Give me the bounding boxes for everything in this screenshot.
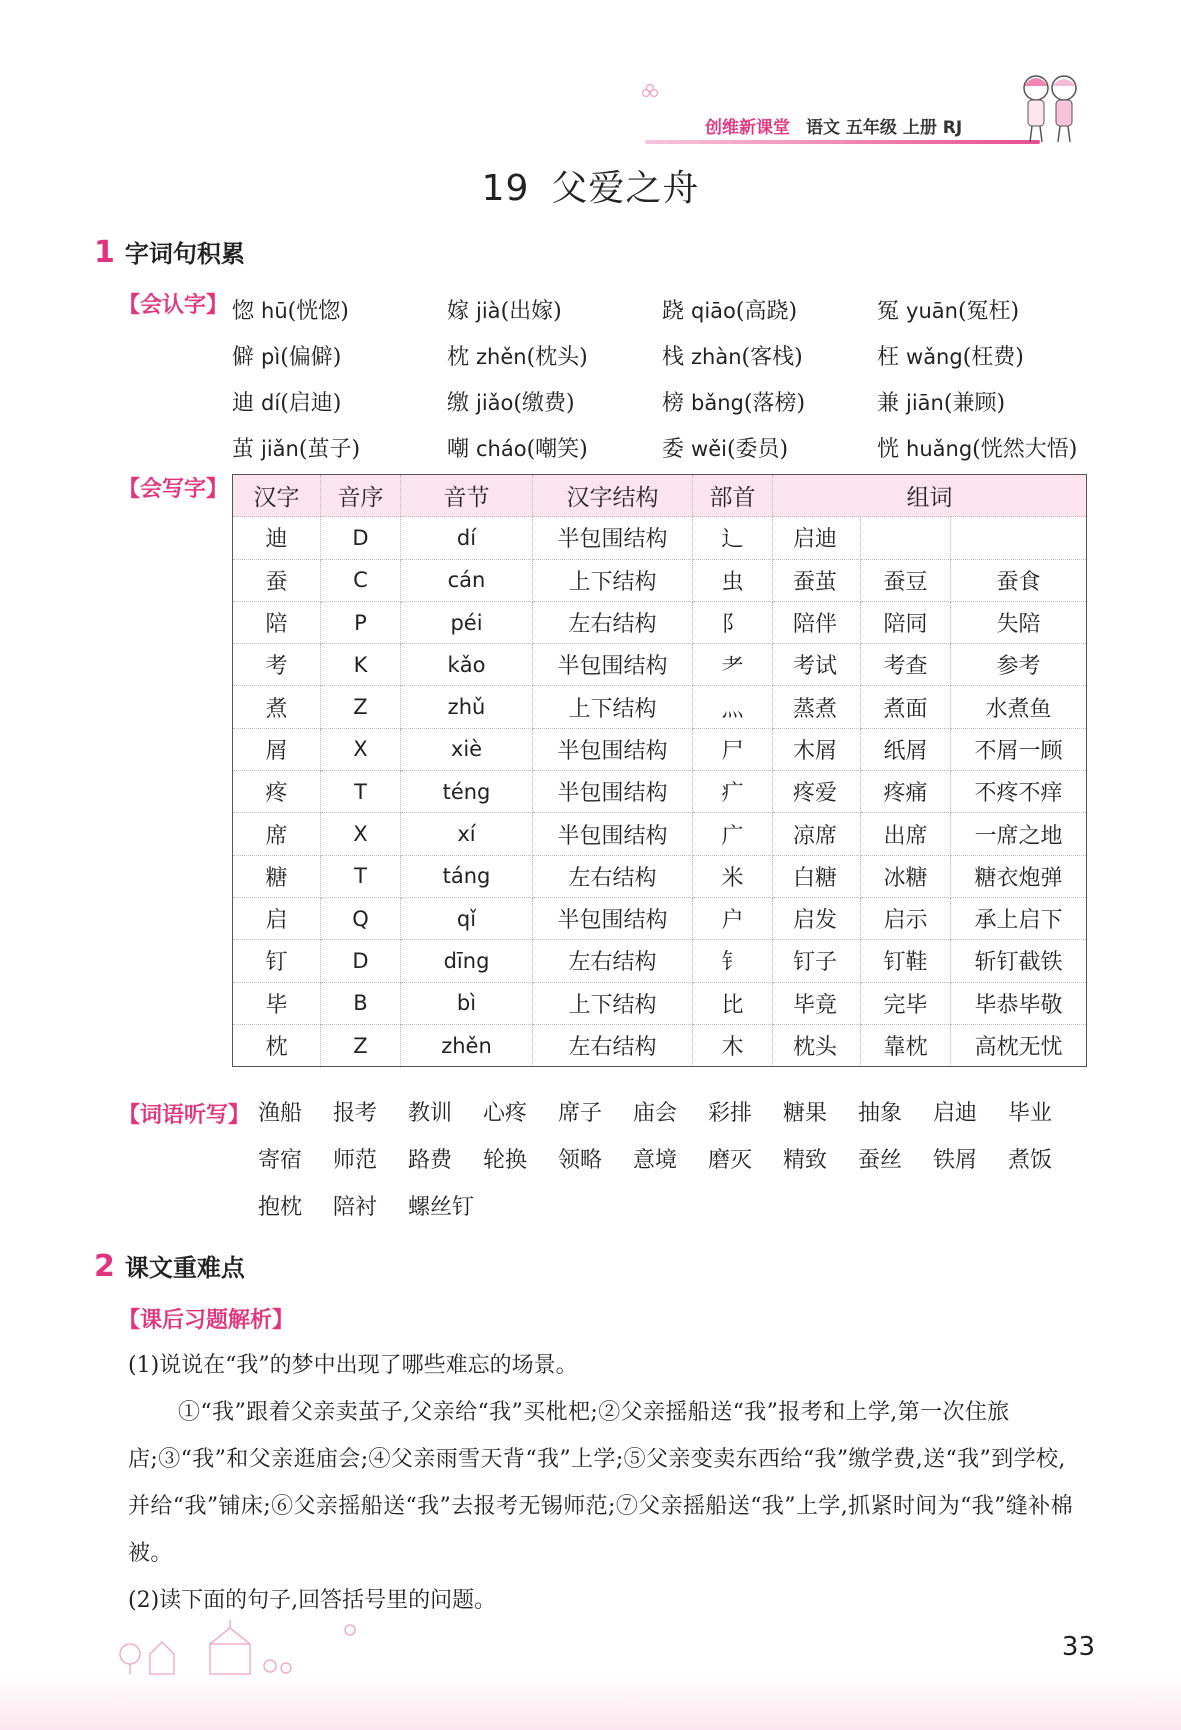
dictation-word: 师范 <box>333 1148 378 1173</box>
table-cell: 阝 <box>693 601 773 643</box>
char: 跷 <box>662 298 685 324</box>
pinyin: dí <box>261 390 281 415</box>
table-cell: 出席 <box>861 813 951 855</box>
table-cell: 木屑 <box>773 728 861 770</box>
dictation-word: 螺丝钉 <box>408 1195 475 1220</box>
dictation-word: 意境 <box>633 1148 678 1173</box>
example-word: (枕头) <box>526 344 588 370</box>
lesson-title <box>0 160 1181 211</box>
read-char-entry <box>877 294 1092 325</box>
table-cell: 木 <box>693 1024 773 1066</box>
dictation-word: 报考 <box>333 1101 378 1126</box>
dictation-word: 磨灭 <box>708 1148 753 1173</box>
table-cell: 蚕 <box>233 559 321 601</box>
table-cell: 不疼不痒 <box>951 771 1087 813</box>
table-cell: qǐ <box>401 897 533 939</box>
table-cell: 迪 <box>233 517 321 559</box>
char: 委 <box>662 436 685 462</box>
table-cell: 疼痛 <box>861 771 951 813</box>
read-char-entry <box>232 340 447 371</box>
dictation-word: 启迪 <box>933 1101 978 1126</box>
header-cell: 组词 <box>773 475 1087 517</box>
table-cell: 斩钉截铁 <box>951 940 1087 982</box>
table-cell: 启发 <box>773 897 861 939</box>
section-heading-2 <box>94 1248 245 1284</box>
section-heading-1 <box>94 234 245 270</box>
char: 惚 <box>232 298 255 324</box>
lesson-number: 19 <box>481 168 530 209</box>
table-cell: 不屑一顾 <box>951 728 1087 770</box>
table-cell: 上下结构 <box>533 982 693 1024</box>
char: 恍 <box>877 436 900 462</box>
question-1: (1)说说在“我”的梦中出现了哪些难忘的场景。 <box>128 1353 578 1378</box>
table-cell: 凉席 <box>773 813 861 855</box>
table-cell: 米 <box>693 855 773 897</box>
dictation-word: 煮饭 <box>1008 1148 1053 1173</box>
dictation-word: 轮换 <box>483 1148 528 1173</box>
table-cell: 考 <box>233 644 321 686</box>
char: 枕 <box>447 344 470 370</box>
tag-read-chars: 【会认字】 <box>118 293 229 318</box>
pinyin: qiāo <box>691 298 736 323</box>
dictation-row <box>258 1088 1108 1135</box>
table-cell: 屑 <box>233 728 321 770</box>
example-word: (兼顾) <box>943 390 1006 416</box>
kids-illustration-icon <box>1010 70 1090 150</box>
read-char-entry <box>877 340 1092 371</box>
pinyin: pì <box>261 344 281 369</box>
read-char-entry <box>662 386 877 417</box>
dictation-word: 抽象 <box>858 1101 903 1126</box>
example-word: (客栈) <box>741 344 803 370</box>
pinyin: zhěn <box>476 344 527 369</box>
table-row <box>233 771 1087 813</box>
table-cell: cán <box>401 559 533 601</box>
write-chars-table <box>232 474 1087 1067</box>
dictation-row <box>258 1135 1108 1182</box>
example-word: (嘲笑) <box>526 436 588 462</box>
dictation-word: 糖果 <box>783 1101 828 1126</box>
example-word: (启迪) <box>280 390 342 416</box>
pinyin: wěi <box>691 436 727 461</box>
pinyin: cháo <box>476 436 527 461</box>
table-cell: 陪伴 <box>773 601 861 643</box>
table-cell: 考试 <box>773 644 861 686</box>
table-row <box>233 897 1087 939</box>
char: 嘲 <box>447 436 470 462</box>
table-cell: Z <box>321 1024 401 1066</box>
section-number: 1 <box>94 235 115 270</box>
tag-write-chars: 【会写字】 <box>118 477 229 502</box>
table-row <box>233 686 1087 728</box>
example-word: (委员) <box>726 436 789 462</box>
table-cell: 启示 <box>861 897 951 939</box>
example-word: (冤枉) <box>957 298 1020 324</box>
read-char-entry <box>447 432 662 463</box>
brand-name: 创维新课堂 <box>705 118 790 138</box>
example-word: (高跷) <box>735 298 798 324</box>
char: 茧 <box>232 436 255 462</box>
section-number: 2 <box>94 1249 115 1284</box>
read-char-entry <box>877 386 1092 417</box>
table-cell: 枕 <box>233 1024 321 1066</box>
table-cell: dīng <box>401 940 533 982</box>
dictation-word: 寄宿 <box>258 1148 303 1173</box>
table-cell: péi <box>401 601 533 643</box>
table-cell: X <box>321 813 401 855</box>
read-char-entry <box>447 386 662 417</box>
table-cell: 煮面 <box>861 686 951 728</box>
table-cell: 启迪 <box>773 517 861 559</box>
dictation-word: 陪衬 <box>333 1195 378 1220</box>
table-cell: 高枕无忧 <box>951 1024 1087 1066</box>
char: 嫁 <box>447 298 470 324</box>
table-cell: 失陪 <box>951 601 1087 643</box>
table-cell: 尸 <box>693 728 773 770</box>
table-cell: P <box>321 601 401 643</box>
table-cell: 陪同 <box>861 601 951 643</box>
dictation-word: 渔船 <box>258 1101 303 1126</box>
dictation-word: 铁屑 <box>933 1148 978 1173</box>
table-cell: 陪 <box>233 601 321 643</box>
book-info: 语文 五年级 上册 RJ <box>806 118 963 138</box>
table-cell: 席 <box>233 813 321 855</box>
table-cell: 左右结构 <box>533 940 693 982</box>
pinyin: wǎng <box>906 344 963 369</box>
table-row <box>233 940 1087 982</box>
pinyin: jiǎn <box>261 436 299 461</box>
flower-icon <box>640 82 660 102</box>
table-cell: bì <box>401 982 533 1024</box>
page-header <box>640 70 1100 160</box>
table-row <box>233 559 1087 601</box>
header-cell: 音序 <box>321 475 401 517</box>
table-cell: xí <box>401 813 533 855</box>
char: 僻 <box>232 344 255 370</box>
dictation-word: 领略 <box>558 1148 603 1173</box>
header-cell: 音节 <box>401 475 533 517</box>
table-cell: 半包围结构 <box>533 644 693 686</box>
table-cell: K <box>321 644 401 686</box>
table-cell: 钅 <box>693 940 773 982</box>
table-cell: 半包围结构 <box>533 813 693 855</box>
table-cell: Z <box>321 686 401 728</box>
table-cell: zhěn <box>401 1024 533 1066</box>
table-cell: 钉子 <box>773 940 861 982</box>
table-cell: 蚕豆 <box>861 559 951 601</box>
char: 枉 <box>877 344 900 370</box>
table-cell: 蚕茧 <box>773 559 861 601</box>
read-chars-row <box>232 424 1092 470</box>
table-cell: 疼爱 <box>773 771 861 813</box>
table-cell <box>861 517 951 559</box>
table-cell: 毕 <box>233 982 321 1024</box>
table-cell: D <box>321 940 401 982</box>
dictation-word: 抱枕 <box>258 1195 303 1220</box>
page-number: 33 <box>1061 1632 1095 1662</box>
table-cell: T <box>321 855 401 897</box>
example-word: (枉费) <box>962 344 1024 370</box>
dictation-row <box>258 1182 1108 1229</box>
table-row <box>233 982 1087 1024</box>
header-cell: 汉字结构 <box>533 475 693 517</box>
table-cell <box>951 517 1087 559</box>
table-cell: 疒 <box>693 771 773 813</box>
pinyin: bǎng <box>691 390 744 415</box>
table-cell: 耂 <box>693 644 773 686</box>
table-cell: xiè <box>401 728 533 770</box>
table-cell: B <box>321 982 401 1024</box>
table-cell: 广 <box>693 813 773 855</box>
table-cell: 左右结构 <box>533 1024 693 1066</box>
dictation-word: 毕业 <box>1008 1101 1053 1126</box>
table-row <box>233 1024 1087 1066</box>
table-cell: T <box>321 771 401 813</box>
table-header-row <box>233 475 1087 517</box>
table-cell: 毕恭毕敬 <box>951 982 1087 1024</box>
table-cell: 蚕食 <box>951 559 1087 601</box>
read-char-entry <box>232 386 447 417</box>
example-word: (恍然大悟) <box>972 436 1078 462</box>
section-title: 字词句积累 <box>124 240 245 268</box>
footer-band <box>0 1676 1181 1730</box>
table-cell: 半包围结构 <box>533 517 693 559</box>
table-cell: 钉鞋 <box>861 940 951 982</box>
table-cell: 启 <box>233 897 321 939</box>
table-row <box>233 601 1087 643</box>
table-cell: 一席之地 <box>951 813 1087 855</box>
table-cell: D <box>321 517 401 559</box>
lesson-name: 父爱之舟 <box>551 168 700 209</box>
table-cell: 白糖 <box>773 855 861 897</box>
table-cell: 辶 <box>693 517 773 559</box>
pinyin: jiān <box>906 390 944 415</box>
char: 冤 <box>877 298 900 324</box>
table-cell: 上下结构 <box>533 686 693 728</box>
read-chars-row <box>232 332 1092 378</box>
table-row <box>233 728 1087 770</box>
pinyin: jiǎo <box>476 390 514 415</box>
table-cell: 枕头 <box>773 1024 861 1066</box>
table-cell: 完毕 <box>861 982 951 1024</box>
table-cell: 半包围结构 <box>533 771 693 813</box>
example-word: (落榜) <box>743 390 806 416</box>
table-cell: 疼 <box>233 771 321 813</box>
read-char-entry <box>232 432 447 463</box>
read-char-entry <box>877 432 1092 463</box>
table-cell: 虫 <box>693 559 773 601</box>
read-char-entry <box>662 432 877 463</box>
question-2: (2)读下面的句子,回答括号里的问题。 <box>128 1588 497 1613</box>
char: 栈 <box>662 344 685 370</box>
example-word: (恍惚) <box>287 298 349 324</box>
table-cell: 靠枕 <box>861 1024 951 1066</box>
table-cell: kǎo <box>401 644 533 686</box>
table-cell: 户 <box>693 897 773 939</box>
dictation-word: 路费 <box>408 1148 453 1173</box>
table-row <box>233 644 1087 686</box>
example-word: (茧子) <box>298 436 361 462</box>
pinyin: hū <box>261 298 288 323</box>
table-cell: 左右结构 <box>533 855 693 897</box>
table-cell: 毕竟 <box>773 982 861 1024</box>
dictation-word: 心疼 <box>483 1101 528 1126</box>
dictation-word: 精致 <box>783 1148 828 1173</box>
table-cell: 参考 <box>951 644 1087 686</box>
table-cell: 承上启下 <box>951 897 1087 939</box>
table-cell: 糖衣炮弹 <box>951 855 1087 897</box>
char: 迪 <box>232 390 255 416</box>
char: 榜 <box>662 390 685 416</box>
dictation-word: 彩排 <box>708 1101 753 1126</box>
table-cell: Q <box>321 897 401 939</box>
read-chars-row <box>232 286 1092 332</box>
read-char-entry <box>662 294 877 325</box>
header-cell: 汉字 <box>233 475 321 517</box>
table-cell: 糖 <box>233 855 321 897</box>
table-cell: téng <box>401 771 533 813</box>
header-cell: 部首 <box>693 475 773 517</box>
tag-dictation: 【词语听写】 <box>118 1103 251 1128</box>
table-cell: táng <box>401 855 533 897</box>
pinyin: yuān <box>906 298 958 323</box>
example-word: (出嫁) <box>500 298 562 324</box>
dictation-word: 席子 <box>558 1101 603 1126</box>
read-chars-grid <box>232 286 1092 470</box>
table-row <box>233 517 1087 559</box>
dictation-word: 教训 <box>408 1101 453 1126</box>
table-cell: 比 <box>693 982 773 1024</box>
read-char-entry <box>662 340 877 371</box>
pinyin: zhàn <box>691 344 742 369</box>
table-cell: zhǔ <box>401 686 533 728</box>
char: 兼 <box>877 390 900 416</box>
example-word: (偏僻) <box>280 344 342 370</box>
read-char-entry <box>232 294 447 325</box>
table-cell: 上下结构 <box>533 559 693 601</box>
example-word: (缴费) <box>513 390 575 416</box>
table-row <box>233 813 1087 855</box>
table-cell: 钉 <box>233 940 321 982</box>
read-char-entry <box>447 340 662 371</box>
table-cell: 半包围结构 <box>533 728 693 770</box>
table-cell: C <box>321 559 401 601</box>
table-cell: 冰糖 <box>861 855 951 897</box>
table-cell: 左右结构 <box>533 601 693 643</box>
table-cell: 煮 <box>233 686 321 728</box>
table-cell: 水煮鱼 <box>951 686 1087 728</box>
castle-illustration-icon <box>110 1620 370 1676</box>
read-char-entry <box>447 294 662 325</box>
table-cell: 灬 <box>693 686 773 728</box>
section-title: 课文重难点 <box>124 1254 245 1282</box>
table-cell: dí <box>401 517 533 559</box>
dictation-words <box>258 1088 1108 1229</box>
table-cell: 考查 <box>861 644 951 686</box>
table-cell: 半包围结构 <box>533 897 693 939</box>
dictation-word: 庙会 <box>633 1101 678 1126</box>
table-row <box>233 855 1087 897</box>
header-text <box>705 113 962 138</box>
answer-1: ①“我”跟着父亲卖茧子,父亲给“我”买枇杷;②父亲摇船送“我”报考和上学,第一次住旅店;③“我”和父亲逛庙会;④父亲雨雪天背“我”上学;⑤父亲变卖东西给“我”缴学费,送“我”到学校,并给“我”铺床;⑥父亲摇船送“我”去报考无锡师范;⑦父亲摇船送“我”上学,抓紧时间为“我”缝补棉被。 <box>128 1400 1073 1566</box>
read-chars-row <box>232 378 1092 424</box>
table-cell: X <box>321 728 401 770</box>
dictation-word: 蚕丝 <box>858 1148 903 1173</box>
pinyin: jià <box>476 298 501 323</box>
header-divider <box>645 140 1040 144</box>
char: 缴 <box>447 390 470 416</box>
tag-exercise: 【课后习题解析】 <box>118 1308 295 1333</box>
pinyin: huǎng <box>906 436 973 461</box>
table-cell: 纸屑 <box>861 728 951 770</box>
table-cell: 蒸煮 <box>773 686 861 728</box>
